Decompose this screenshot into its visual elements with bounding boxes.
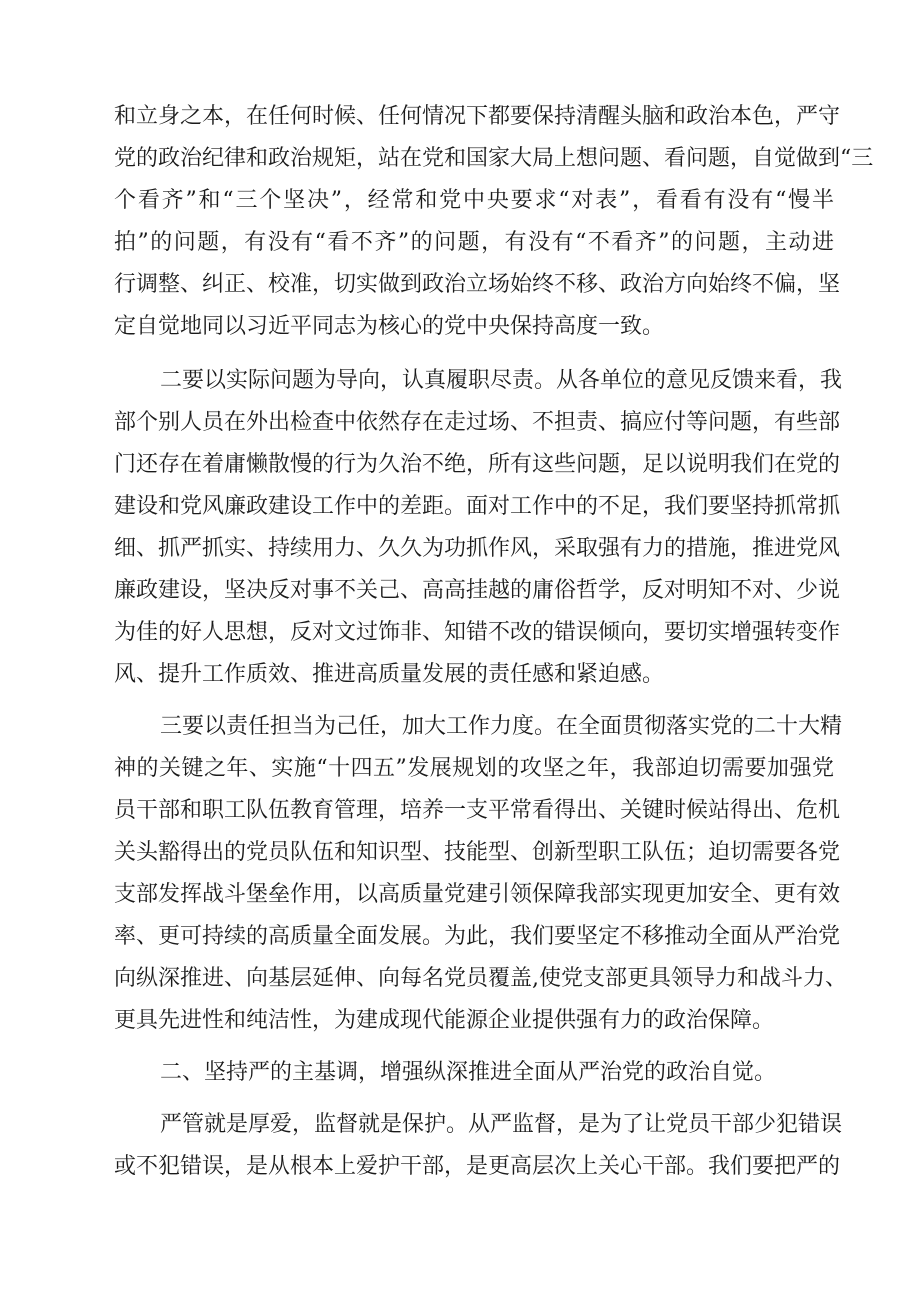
text-line: 廉政建设，坚决反对事不关己、高高挂越的庸俗哲学，反对明知不对、少说 [114, 578, 841, 603]
text-line: 为佳的好人思想，反对文过饰非、知错不改的错误倾向，要切实增强转变作 [114, 620, 841, 645]
text-line: 部个别人员在外出检查中依然存在走过场、不担责、搞应付等问题，有些部 [114, 410, 841, 435]
section-heading: 二、坚持严的主基调，增强纵深推进全面从严治党的政治自觉。 [160, 1060, 777, 1085]
paragraph-first-line: 二要以实际问题为导向，认真履职尽责。从各单位的意见反馈来看，我 [160, 368, 843, 393]
text-line: 细、抓严抓实、持续用力、久久为功抓作风，采取强有力的措施，推进党风 [114, 536, 841, 561]
text-line: 风、提升工作质效、推进高质量发展的责任感和紧迫感。 [114, 662, 665, 687]
paragraph-first-line: 三要以责任担当为己任，加大工作力度。在全面贯彻落实党的二十大精 [160, 714, 843, 739]
text-line: 关头豁得出的党员队伍和知识型、技能型、创新型职工队伍；迫切需要各党 [114, 840, 841, 865]
text-line: 门还存在着庸懒散慢的行为久治不绝，所有这些问题，足以说明我们在党的 [114, 452, 841, 477]
text-line: 拍”的问题，有没有“看不齐”的问题，有没有“不看齐”的问题，主动进 [114, 230, 834, 255]
text-line: 行调整、纠正、校准，切实做到政治立场始终不移、政治方向始终不偏，坚 [114, 272, 841, 297]
text-line: 个看齐”和“三个坚决”，经常和党中央要求“对表”，看看有没有“慢半 [114, 188, 834, 213]
text-line: 和立身之本，在任何时候、任何情况下都要保持清醒头脑和政治本色，严守 [114, 104, 841, 129]
text-line: 员干部和职工队伍教育管理，培养一支平常看得出、关键时候站得出、危机 [114, 798, 841, 823]
paragraph-first-line: 严管就是厚爱，监督就是保护。从严监督，是为了让党员干部少犯错误 [160, 1112, 843, 1137]
text-line: 支部发挥战斗堡垒作用，以高质量党建引领保障我部实现更加安全、更有效 [114, 882, 841, 907]
text-line: 向纵深推进、向基层延伸、向每名党员覆盖,使党支部更具领导力和战斗力、 [114, 966, 847, 991]
text-line: 党的政治纪律和政治规矩，站在党和国家大局上想问题、看问题，自觉做到“三 [114, 146, 874, 171]
text-line: 率、更可持续的高质量全面发展。为此，我们要坚定不移推动全面从严治党 [114, 924, 841, 949]
text-line: 建设和党风廉政建设工作中的差距。面对工作中的不足，我们要坚持抓常抓 [114, 494, 841, 519]
text-line: 更具先进性和纯洁性，为建成现代能源企业提供强有力的政治保障。 [114, 1008, 775, 1033]
text-line: 或不犯错误，是从根本上爱护干部，是更高层次上关心干部。我们要把严的 [114, 1154, 841, 1179]
text-line: 神的关键之年、实施“十四五”发展规划的攻坚之年，我部迫切需要加强党 [114, 756, 834, 781]
text-line: 定自觉地同以习近平同志为核心的党中央保持高度一致。 [114, 314, 665, 339]
